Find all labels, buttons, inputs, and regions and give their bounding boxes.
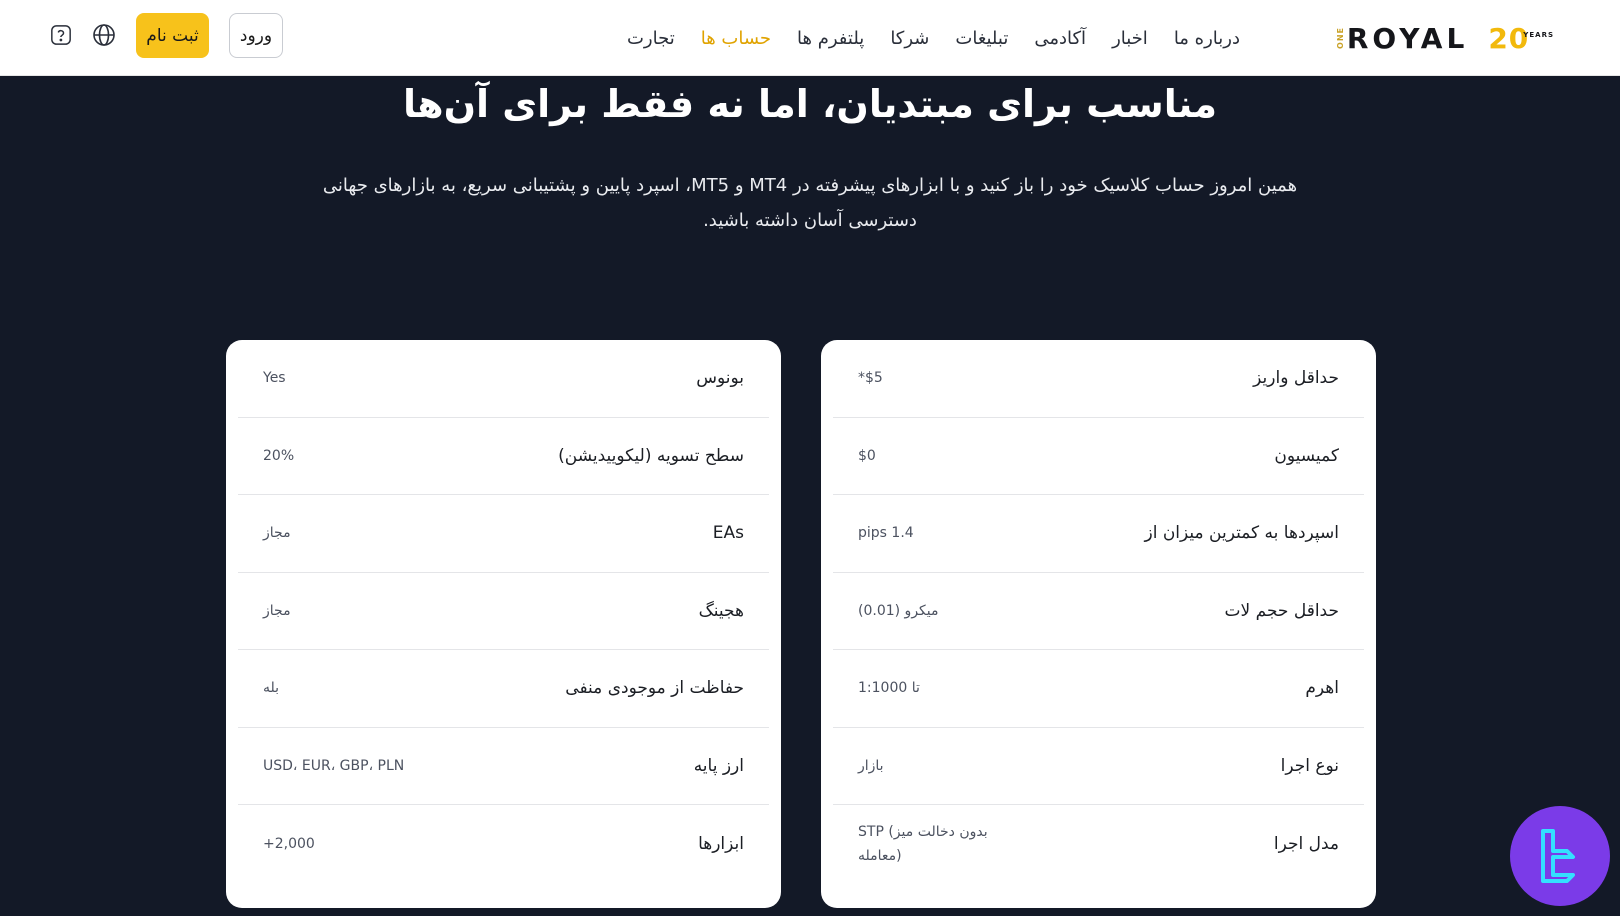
login-button[interactable]: ورود [229,13,283,58]
nav-item-partners[interactable]: شرکا [890,27,930,49]
row-label: ابزارها [698,833,744,854]
nav-item-trading[interactable]: تجارت [626,27,675,49]
row-value: Yes [263,370,286,387]
row-label: حداقل واریز [1253,368,1339,389]
table-row [238,340,769,418]
nav-item-accounts[interactable]: حساب ها [700,27,772,49]
onetroyal-logo[interactable] [1336,18,1554,58]
table-row [833,340,1364,418]
site-header [0,0,1620,76]
nav-item-platforms[interactable]: پلتفرم ها [797,27,865,49]
row-label: EAs [712,523,744,544]
logo-20-text: 20 [1488,21,1530,55]
nav-item-about[interactable]: درباره ما [1173,27,1240,49]
row-value: میکرو (0.01) [858,602,939,619]
row-label: اسپردها به کمترین میزان از [1144,523,1339,544]
hero-description: همین امروز حساب کلاسیک خود را باز کنید و با ابزارهای پیشرفته در MT4 و MT5، اسپرد پایین و پشتیبانی سریع، به بازارهای جهانی دسترسی آسان داشته باشید. [322,175,1298,231]
table-row [833,418,1364,496]
signup-button[interactable]: ثبت نام [136,13,209,58]
help-icon[interactable] [48,22,74,48]
row-value: $0 [858,447,876,464]
account-features-card-right [821,340,1376,908]
table-row [238,728,769,806]
table-row [833,805,1364,883]
row-label: مدل اجرا [1273,833,1339,854]
row-value: +2,000 [263,835,315,852]
row-label: حداقل حجم لات [1224,600,1339,621]
nav-item-promotions[interactable]: تبلیغات [955,27,1009,49]
table-row [833,573,1364,651]
row-value: بله [263,680,280,697]
table-row [833,728,1364,806]
table-row [238,573,769,651]
row-value: *$5 [858,370,883,387]
table-row [238,650,769,728]
table-row [238,418,769,496]
hero-title: مناسب برای مبتدیان، اما نه فقط برای آن‌ها [402,82,1218,126]
row-label: حفاظت از موجودی منفی [565,678,744,699]
nav-item-academy[interactable]: آکادمی [1034,27,1087,49]
main-nav [627,0,1240,76]
table-row [238,495,769,573]
row-value: USD، EUR، GBP، PLN [263,757,405,774]
row-value: STP (بدون دخالت میز معامله) [858,823,988,864]
row-value: مجاز [263,602,291,619]
row-label: هجینگ [698,600,744,621]
table-row [833,650,1364,728]
logo-royal-text: ROYAL [1346,21,1469,55]
row-value: مجاز [263,525,291,542]
logo-years-text: YEARS [1523,31,1554,39]
row-label: ارز پایه [693,755,744,776]
row-label: کمیسیون [1274,445,1339,466]
row-label: بونوس [696,368,744,389]
tradingfinder-badge-icon[interactable] [1510,806,1610,906]
logo-one-text: ONE [1335,27,1345,49]
table-row [238,805,769,883]
row-label: نوع اجرا [1280,755,1339,776]
row-value: تا 1:1000 [858,680,920,697]
row-label: سطح تسویه (لیکوییدیشن) [558,445,744,466]
account-features-card-left [226,340,781,908]
table-row [833,495,1364,573]
row-value: 20% [263,447,295,464]
row-label: اهرم [1305,678,1339,699]
row-value: pips 1.4 [858,525,914,542]
globe-icon[interactable] [91,22,117,48]
nav-item-news[interactable]: اخبار [1112,27,1148,49]
row-value: بازار [858,757,884,774]
